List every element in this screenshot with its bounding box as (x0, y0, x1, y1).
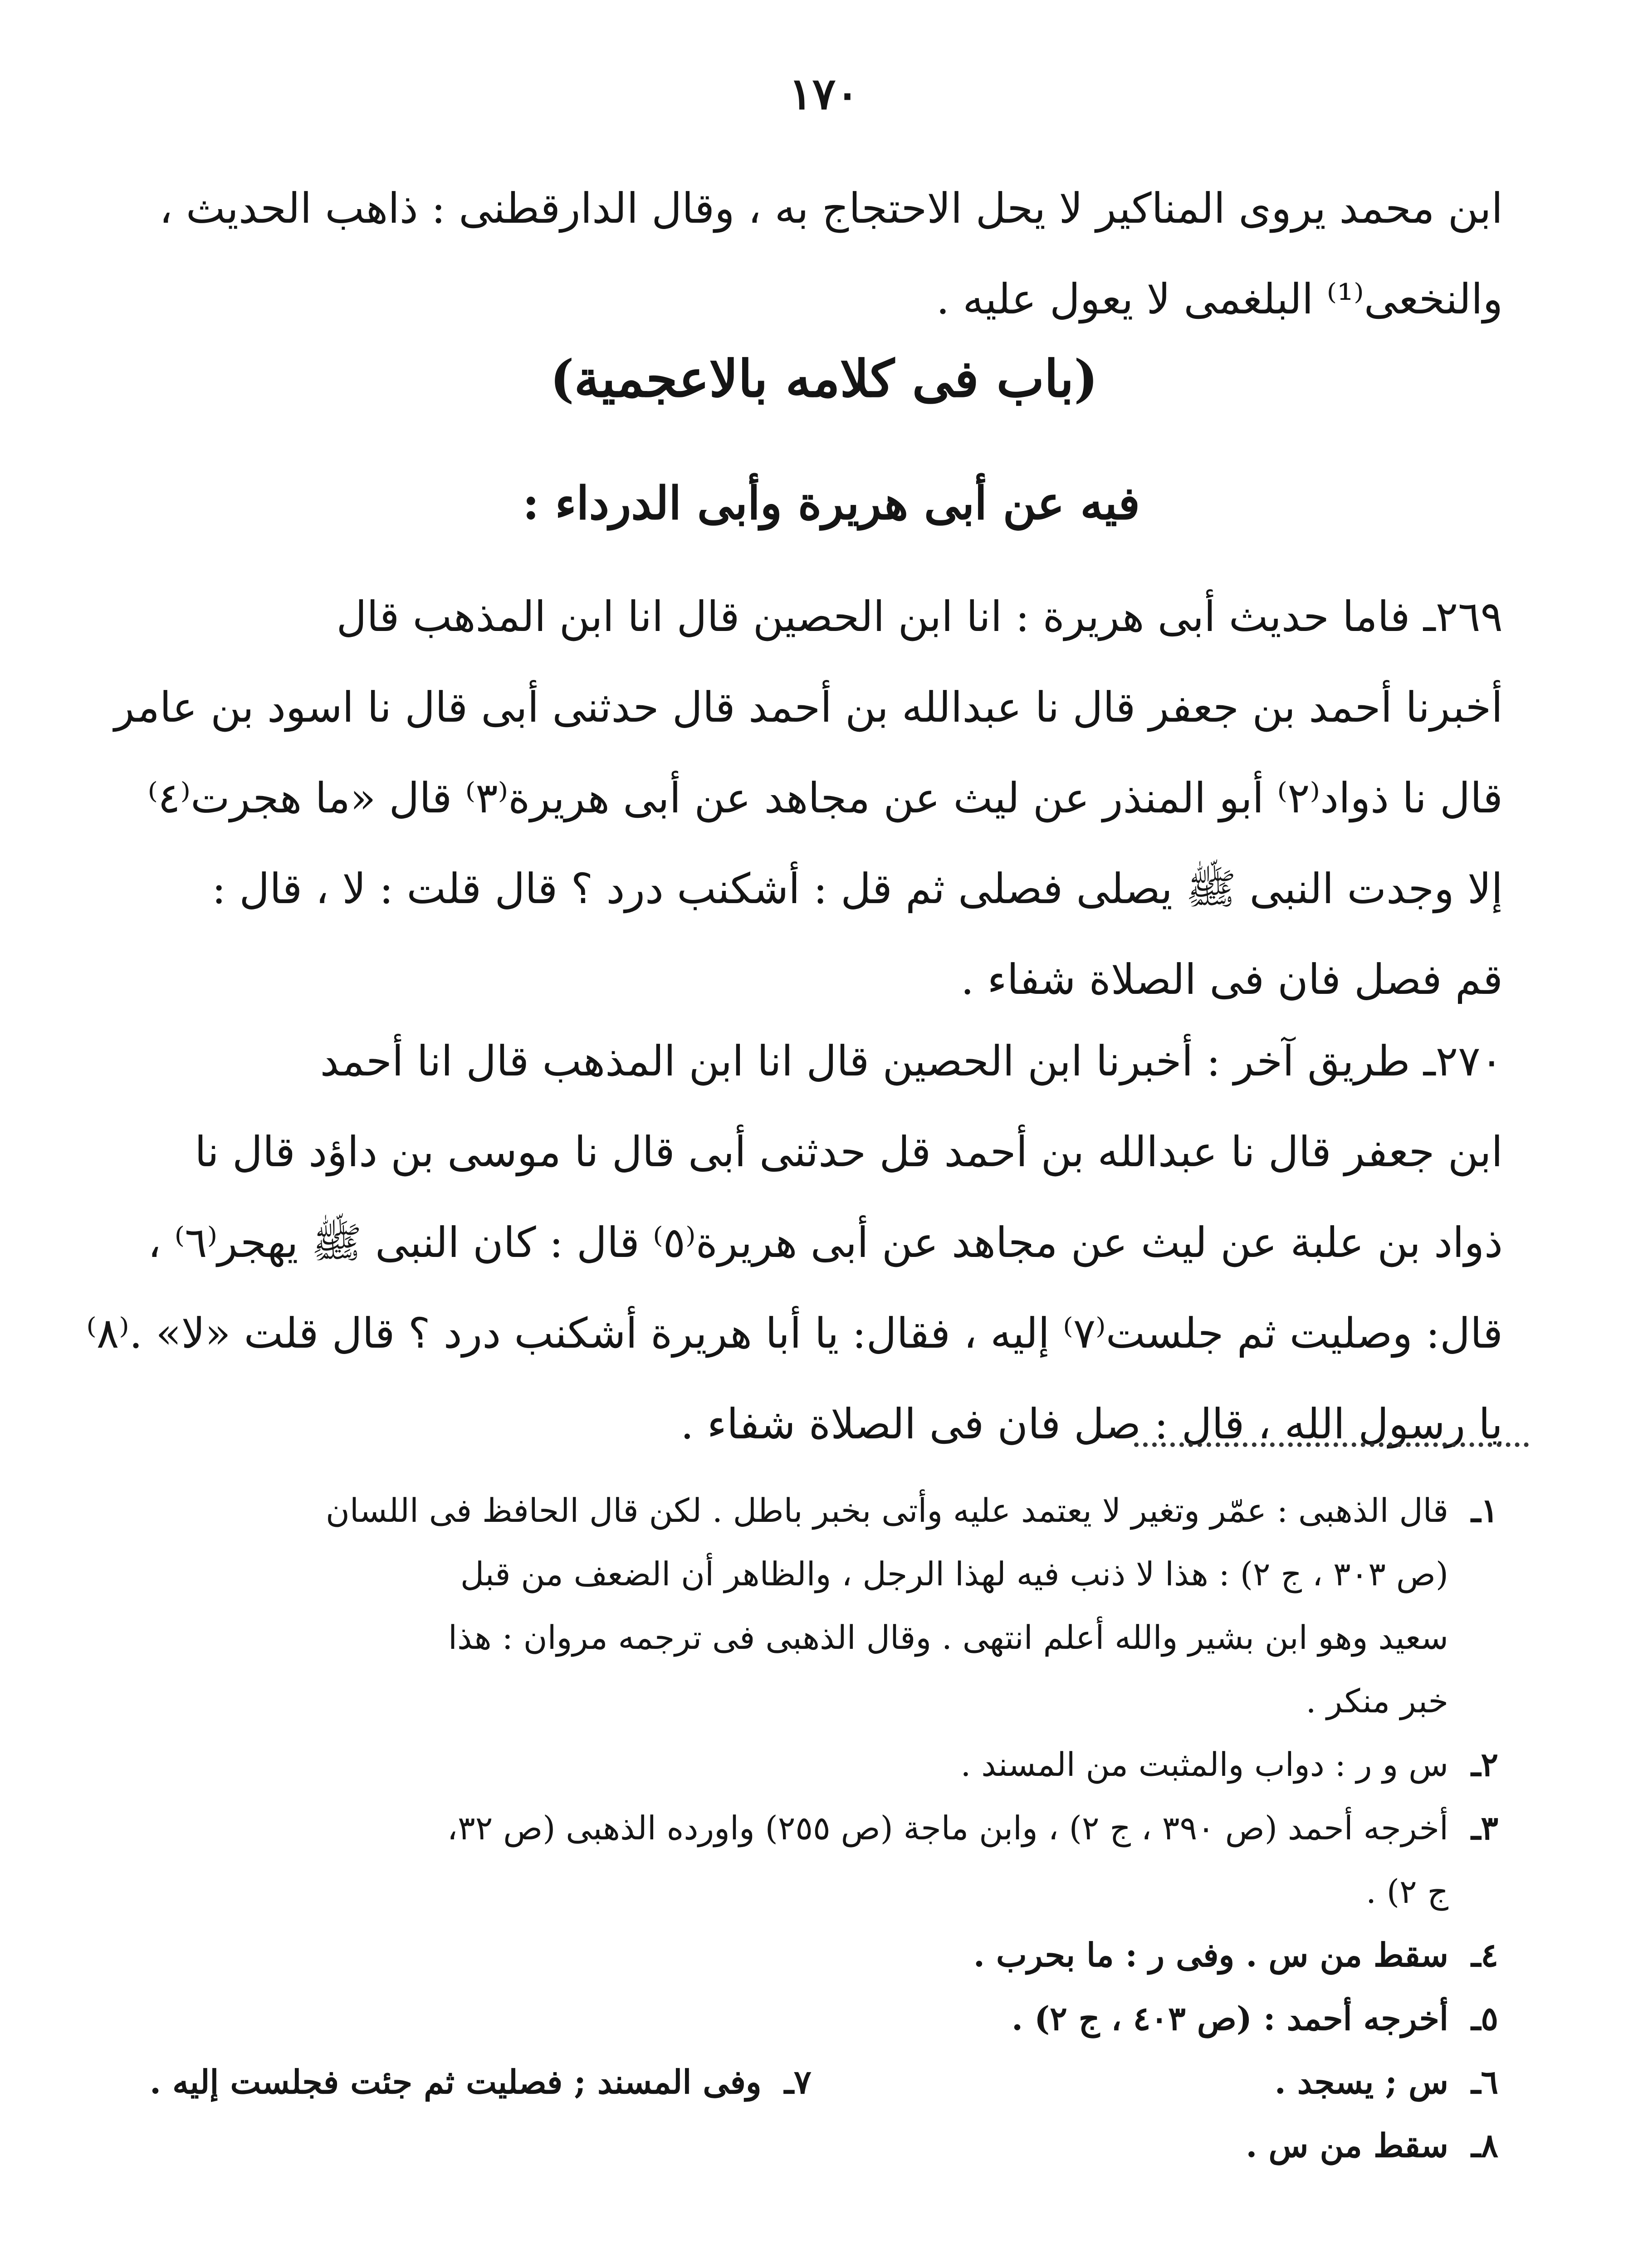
footnote-text: قال الذهبى : عمّر وتغير لا يعتمد عليه وأتى بخبر باطل . لكن قال الحافظ فى اللسان (326, 1491, 1448, 1530)
footnote-8 (150, 2114, 1498, 2177)
footnote-1 (150, 1479, 1498, 1542)
hadith-269-line: إلا وجدت النبى ﷺ يصلى فصلى ثم قل : أشكنب درد ؟ قال قلت : لا ، قال : (212, 865, 1503, 913)
hadith-270-line: يا رسول الله ، قال : صل فان فى الصلاة شفاء . (680, 1400, 1503, 1448)
footnote-text: وفى المسند ; فصليت ثم جئت فجلست إليه . (150, 2063, 762, 2101)
hadith-269-line: قم فصل فان فى الصلاة شفاء . (961, 955, 1503, 1004)
hadith-270-line: ٢٧٠ـ طريق آخر : أخبرنا ابن الحصين قال انا ابن المذهب قال انا أحمد (320, 1037, 1503, 1085)
intro-line: ابن محمد يروى المناكير لا يحل الاحتجاج به ، وقال الدارقطنى : ذاهب الحديث ، (159, 184, 1503, 233)
footnote-number: ٢ـ (1471, 1745, 1498, 1784)
footnote-text: أخرجه أحمد : (ص ٤٠٣ ، ج ٢) . (1011, 1999, 1448, 2038)
footnote-6 (1275, 2050, 1498, 2114)
footnote-6-7-row (150, 2050, 1498, 2114)
footnote-text: أخرجه أحمد (ص ٣٩٠ ، ج ٢) ، وابن ماجة (ص ٢٥٥) واورده الذهبى (ص ٣٢، (447, 1809, 1448, 1847)
chapter-subheading: فيه عن أبى هريرة وأبى الدرداء : (522, 476, 1140, 530)
footnote-2 (150, 1733, 1498, 1796)
footnote-1-continuation: خبر منكر . (1306, 1682, 1448, 1720)
footnote-3-continuation: ج ٢) . (1366, 1872, 1448, 1911)
footnote-number: ٧ـ (784, 2063, 812, 2101)
chapter-heading: (باب فى كلامه بالاعجمية) (550, 349, 1098, 409)
footnotes (150, 1479, 1498, 2177)
footnote-text: س ; يسجد . (1274, 2063, 1448, 2101)
intro-line: والنخعى⁽¹⁾ البلغمى لا يعول عليه . (936, 275, 1503, 323)
footnote-4 (150, 1923, 1498, 1987)
hadith-269-line: قال نا ذواد⁽٢⁾ أبو المنذر عن ليث عن مجاهد عن أبى هريرة⁽٣⁾ قال «ما هجرت⁽٤⁾ (147, 774, 1503, 822)
footnote-1-continuation: سعيد وهو ابن بشير والله أعلم انتهى . وقال الذهبى فى ترجمه مروان : هذا (448, 1618, 1448, 1657)
intro-text (145, 163, 1503, 345)
hadith-270-line: ذواد بن علبة عن ليث عن مجاهد عن أبى هريرة⁽٥⁾ قال : كان النبى ﷺ يهجر⁽٦⁾ ، (147, 1218, 1503, 1267)
footnote-number: ٨ـ (1471, 2126, 1498, 2165)
footnote-number: ٦ـ (1471, 2063, 1498, 2101)
footnote-number: ٤ـ (1471, 1936, 1498, 1974)
footnote-1-continuation: (ص ٣٠٣ ، ج ٢) : هذا لا ذنب فيه لهذا الرجل ، والظاهر أن الضعف من قبل (460, 1555, 1448, 1593)
footnote-number: ٣ـ (1471, 1809, 1498, 1847)
footnote-5 (150, 1987, 1498, 2050)
footnote-3 (150, 1796, 1498, 1860)
hadith-270-line: قال: وصليت ثم جلست⁽٧⁾ إليه ، فقال: يا أبا هريرة أشكنب درد ؟ قال قلت «لا» .⁽٨⁾ (86, 1309, 1503, 1358)
footnote-divider (1134, 1442, 1529, 1447)
footnote-number: ١ـ (1471, 1491, 1498, 1530)
footnote-7 (150, 2050, 812, 2114)
hadith-269-line: ٢٦٩ـ فاما حديث أبى هريرة : انا ابن الحصين قال انا ابن المذهب قال (336, 592, 1503, 641)
footnote-text: سقط من س . (1246, 2126, 1448, 2165)
footnote-text: س و ر : دواب والمثبت من المسند . (960, 1745, 1448, 1784)
hadith-270 (86, 1016, 1503, 1470)
hadith-269-line: أخبرنا أحمد بن جعفر قال نا عبدالله بن أحمد قال حدثنى أبى قال نا اسود بن عامر (114, 683, 1503, 732)
footnote-text: سقط من س . وفى ر : ما بحرب . (973, 1936, 1448, 1974)
hadith-270-line: ابن جعفر قال نا عبدالله بن أحمد قل حدثنى أبى قال نا موسى بن داؤد قال نا (195, 1128, 1503, 1176)
footnote-number: ٥ـ (1471, 1999, 1498, 2038)
hadith-269 (114, 572, 1503, 1025)
page-number: ١٧٠ (789, 68, 859, 119)
